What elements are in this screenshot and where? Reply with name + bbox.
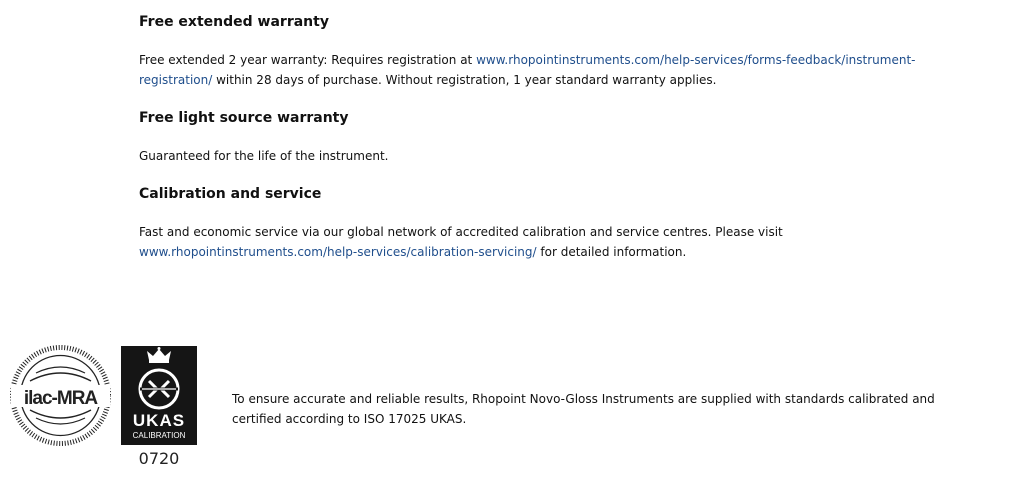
ukas-accreditation-number: 0720 [138, 449, 180, 468]
warranty-text-before: Free extended 2 year warranty: Requires registration at [139, 53, 477, 67]
warranty-text [139, 50, 919, 90]
warranty-text-after: within 28 days of purchase. Without registration, 1 year standard warranty applies. [212, 73, 717, 87]
calibration-text [139, 222, 919, 262]
ukas-logo [121, 346, 197, 445]
ukas-wordmark: UKAS [132, 411, 186, 430]
calibration-text-after: for detailed information. [536, 245, 687, 259]
ilac-mra-logo [10, 345, 111, 446]
registration-link[interactable]: www.rhopointinstruments.com/help-services/forms-feedback/instrument-registration/ [139, 53, 916, 87]
light-source-heading: Free light source warranty [139, 110, 349, 126]
calibration-text-before: Fast and economic service via our global network of accredited calibration and service centres. Please visit [139, 225, 783, 239]
footer-text: To ensure accurate and reliable results, Rhopoint Novo-Gloss Instruments are supplied with standards calibrated and certified according to ISO 17025 UKAS. [232, 392, 935, 426]
calibration-link[interactable]: www.rhopointinstruments.com/help-services/calibration-servicing/ [139, 245, 537, 259]
ukas-calibration-label: CALIBRATION [132, 431, 186, 440]
calibration-heading: Calibration and service [139, 186, 322, 202]
light-source-text: Guaranteed for the life of the instrument. [139, 149, 389, 163]
ilac-mra-wordmark: ilac-MRA [23, 388, 98, 409]
warranty-heading: Free extended warranty [139, 14, 329, 30]
